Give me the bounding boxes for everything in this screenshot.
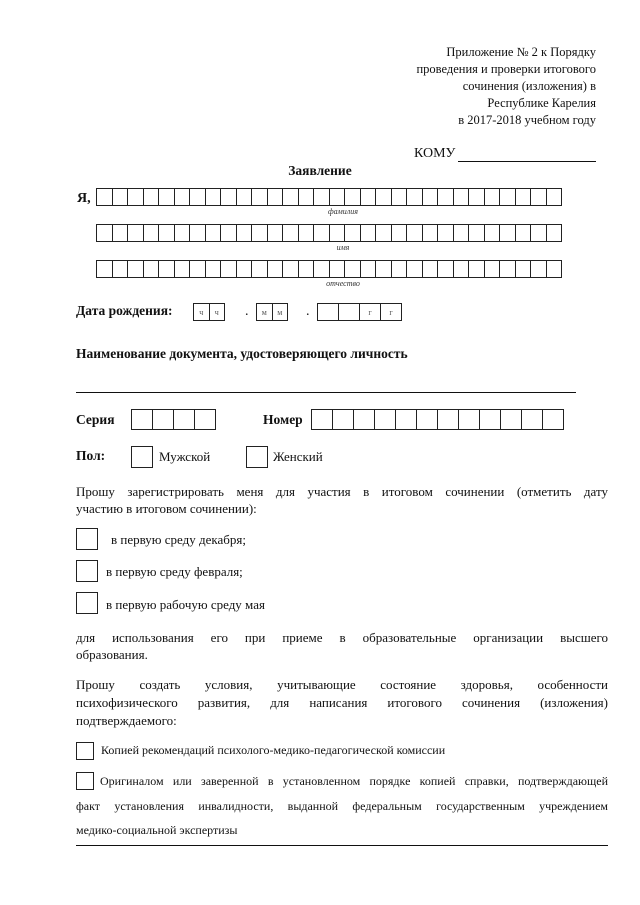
surname-cell[interactable]	[298, 188, 315, 206]
patronymic-cell[interactable]	[158, 260, 175, 278]
february-checkbox[interactable]	[76, 560, 98, 582]
patronymic-cell[interactable]	[189, 260, 206, 278]
appendix-line: проведения и проверки итогового	[416, 62, 596, 76]
appendix-note	[380, 44, 596, 129]
patronymic-cell[interactable]	[391, 260, 408, 278]
patronymic-cell[interactable]	[344, 260, 361, 278]
patronymic-cell[interactable]	[437, 260, 454, 278]
patronymic-cell[interactable]	[112, 260, 129, 278]
name-cell[interactable]	[96, 224, 113, 242]
name-cell[interactable]	[236, 224, 253, 242]
surname-cell[interactable]	[453, 188, 470, 206]
surname-cell[interactable]	[375, 188, 392, 206]
number-cell[interactable]	[332, 409, 354, 430]
number-grid[interactable]	[311, 409, 563, 430]
surname-cell[interactable]	[546, 188, 563, 206]
name-cell[interactable]	[282, 224, 299, 242]
birth-year-cell[interactable]	[317, 303, 339, 321]
surname-cell[interactable]	[220, 188, 237, 206]
name-hint: имя	[336, 243, 350, 252]
name-cell[interactable]	[174, 224, 191, 242]
male-checkbox[interactable]	[131, 446, 153, 468]
name-cell[interactable]	[112, 224, 129, 242]
patronymic-cell[interactable]	[515, 260, 532, 278]
number-cell[interactable]	[374, 409, 396, 430]
name-cell[interactable]	[251, 224, 268, 242]
surname-cell[interactable]	[344, 188, 361, 206]
surname-cell[interactable]	[484, 188, 501, 206]
birth-year-cell[interactable]: г	[359, 303, 381, 321]
patronymic-cell[interactable]	[205, 260, 222, 278]
birthdate-label: Дата рождения:	[76, 303, 173, 318]
name-cell[interactable]	[437, 224, 454, 242]
patronymic-cell[interactable]	[453, 260, 470, 278]
february-option-label: в первую среду февраля;	[106, 564, 243, 579]
surname-cell[interactable]	[96, 188, 113, 206]
name-cell[interactable]	[546, 224, 563, 242]
patronymic-cell[interactable]	[530, 260, 547, 278]
surname-cell[interactable]	[282, 188, 299, 206]
number-cell[interactable]	[500, 409, 522, 430]
name-cell[interactable]	[158, 224, 175, 242]
name-cell[interactable]	[298, 224, 315, 242]
december-option-label: в первую среду декабря;	[111, 532, 246, 547]
series-cell[interactable]	[173, 409, 195, 430]
purpose-text-line: образования.	[76, 647, 148, 662]
patronymic-cell[interactable]	[236, 260, 253, 278]
surname-cell[interactable]	[313, 188, 330, 206]
male-option-label: Мужской	[159, 449, 211, 464]
name-cell[interactable]	[391, 224, 408, 242]
number-cell[interactable]	[353, 409, 375, 430]
surname-cell[interactable]	[391, 188, 408, 206]
name-cell[interactable]	[484, 224, 501, 242]
surname-cell[interactable]	[143, 188, 160, 206]
patronymic-cell[interactable]	[360, 260, 377, 278]
name-cell[interactable]	[422, 224, 439, 242]
birth-month-grid[interactable]	[256, 303, 287, 321]
date-separator: .	[306, 304, 310, 319]
patronymic-grid[interactable]	[96, 260, 561, 278]
name-cell[interactable]	[360, 224, 377, 242]
pmpk-option-label: Копией рекомендаций психолого-медико-педагогической комиссии	[101, 743, 446, 757]
surname-cell[interactable]	[267, 188, 284, 206]
id-document-label: Наименование документа, удостоверяющего личность	[76, 346, 408, 361]
number-label: Номер	[263, 412, 303, 427]
surname-grid[interactable]	[96, 188, 561, 206]
patronymic-cell[interactable]	[313, 260, 330, 278]
surname-cell[interactable]	[437, 188, 454, 206]
name-cell[interactable]	[205, 224, 222, 242]
name-cell[interactable]	[313, 224, 330, 242]
birth-year-grid[interactable]	[317, 303, 401, 321]
appendix-line: сочинения (изложения) в	[462, 79, 596, 93]
patronymic-cell[interactable]	[174, 260, 191, 278]
name-cell[interactable]	[189, 224, 206, 242]
name-cell[interactable]	[406, 224, 423, 242]
number-cell[interactable]	[521, 409, 543, 430]
number-cell[interactable]	[311, 409, 333, 430]
patronymic-cell[interactable]	[422, 260, 439, 278]
surname-cell[interactable]	[422, 188, 439, 206]
disability-option-label: факт установления инвалидности, выданной федеральным государственным учреждением	[76, 799, 608, 813]
appendix-line: в 2017-2018 учебном году	[458, 113, 596, 127]
surname-cell[interactable]	[499, 188, 516, 206]
conditions-text-line: Прошу создать условия, учитывающие состояние здоровья, особенности	[76, 677, 608, 692]
number-cell[interactable]	[542, 409, 564, 430]
name-grid[interactable]	[96, 224, 561, 242]
name-cell[interactable]	[499, 224, 516, 242]
name-cell[interactable]	[220, 224, 237, 242]
number-cell[interactable]	[479, 409, 501, 430]
series-cell[interactable]	[194, 409, 216, 430]
name-cell[interactable]	[530, 224, 547, 242]
appendix-line: Республике Карелия	[487, 96, 596, 110]
bottom-divider	[76, 845, 608, 846]
patronymic-cell[interactable]	[267, 260, 284, 278]
surname-cell[interactable]	[189, 188, 206, 206]
patronymic-cell[interactable]	[468, 260, 485, 278]
patronymic-cell[interactable]	[220, 260, 237, 278]
patronymic-cell[interactable]	[546, 260, 563, 278]
name-cell[interactable]	[267, 224, 284, 242]
female-option-label: Женский	[273, 449, 323, 464]
number-cell[interactable]	[395, 409, 417, 430]
surname-cell[interactable]	[360, 188, 377, 206]
series-grid[interactable]	[131, 409, 215, 430]
birth-day-grid[interactable]	[193, 303, 224, 321]
patronymic-cell[interactable]	[484, 260, 501, 278]
surname-cell[interactable]	[174, 188, 191, 206]
recipient-label: КОМУ	[414, 146, 456, 161]
form-title: Заявление	[288, 163, 352, 178]
name-cell[interactable]	[375, 224, 392, 242]
surname-cell[interactable]	[329, 188, 346, 206]
series-cell[interactable]	[131, 409, 153, 430]
series-label: Серия	[76, 412, 115, 427]
request-text-line: участию в итоговом сочинении):	[76, 501, 257, 516]
surname-cell[interactable]	[468, 188, 485, 206]
conditions-text-line: подтверждаемого:	[76, 713, 177, 728]
conditions-text-line: психофизического развития, для написания итогового сочинения (изложения)	[76, 695, 608, 710]
purpose-text-line: для использования его при приеме в образовательные организации высшего	[76, 630, 608, 645]
name-cell[interactable]	[329, 224, 346, 242]
surname-cell[interactable]	[127, 188, 144, 206]
id-document-field[interactable]	[76, 392, 576, 393]
name-cell[interactable]	[127, 224, 144, 242]
pmpk-checkbox[interactable]	[76, 742, 94, 760]
disability-option-label: Оригиналом или заверенной в установленном порядке копией справки, подтверждающей	[100, 774, 608, 788]
surname-cell[interactable]	[205, 188, 222, 206]
surname-cell[interactable]	[406, 188, 423, 206]
birth-month-cell[interactable]: м	[256, 303, 273, 321]
may-checkbox[interactable]	[76, 592, 98, 614]
birth-day-cell[interactable]: ч	[193, 303, 210, 321]
patronymic-cell[interactable]	[127, 260, 144, 278]
surname-cell[interactable]	[112, 188, 129, 206]
birth-month-cell[interactable]: м	[272, 303, 289, 321]
number-cell[interactable]	[416, 409, 438, 430]
patronymic-cell[interactable]	[251, 260, 268, 278]
birth-year-cell[interactable]	[338, 303, 360, 321]
patronymic-cell[interactable]	[499, 260, 516, 278]
disability-checkbox[interactable]	[76, 772, 94, 790]
patronymic-cell[interactable]	[298, 260, 315, 278]
female-checkbox[interactable]	[246, 446, 268, 468]
birth-year-cell[interactable]: г	[380, 303, 402, 321]
surname-cell[interactable]	[530, 188, 547, 206]
patronymic-hint: отчество	[326, 279, 360, 288]
may-option-label: в первую рабочую среду мая	[106, 597, 265, 612]
surname-cell[interactable]	[251, 188, 268, 206]
surname-cell[interactable]	[515, 188, 532, 206]
name-cell[interactable]	[143, 224, 160, 242]
patronymic-cell[interactable]	[329, 260, 346, 278]
name-cell[interactable]	[515, 224, 532, 242]
patronymic-cell[interactable]	[375, 260, 392, 278]
surname-cell[interactable]	[158, 188, 175, 206]
patronymic-cell[interactable]	[282, 260, 299, 278]
patronymic-cell[interactable]	[406, 260, 423, 278]
number-cell[interactable]	[458, 409, 480, 430]
surname-hint: фамилия	[328, 207, 358, 216]
december-checkbox[interactable]	[76, 528, 98, 550]
disability-option-label: медико-социальной экспертизы	[76, 823, 238, 837]
appendix-line: Приложение № 2 к Порядку	[446, 45, 596, 59]
patronymic-cell[interactable]	[143, 260, 160, 278]
patronymic-cell[interactable]	[96, 260, 113, 278]
name-cell[interactable]	[468, 224, 485, 242]
name-cell[interactable]	[344, 224, 361, 242]
recipient-field[interactable]	[458, 161, 596, 162]
applicant-prefix: Я,	[77, 191, 91, 206]
name-cell[interactable]	[453, 224, 470, 242]
date-separator: .	[245, 304, 249, 319]
series-cell[interactable]	[152, 409, 174, 430]
number-cell[interactable]	[437, 409, 459, 430]
birth-day-cell[interactable]: ч	[209, 303, 226, 321]
request-text-line: Прошу зарегистрировать меня для участия в итоговом сочинении (отметить дату	[76, 484, 608, 499]
surname-cell[interactable]	[236, 188, 253, 206]
gender-label: Пол:	[76, 448, 106, 463]
